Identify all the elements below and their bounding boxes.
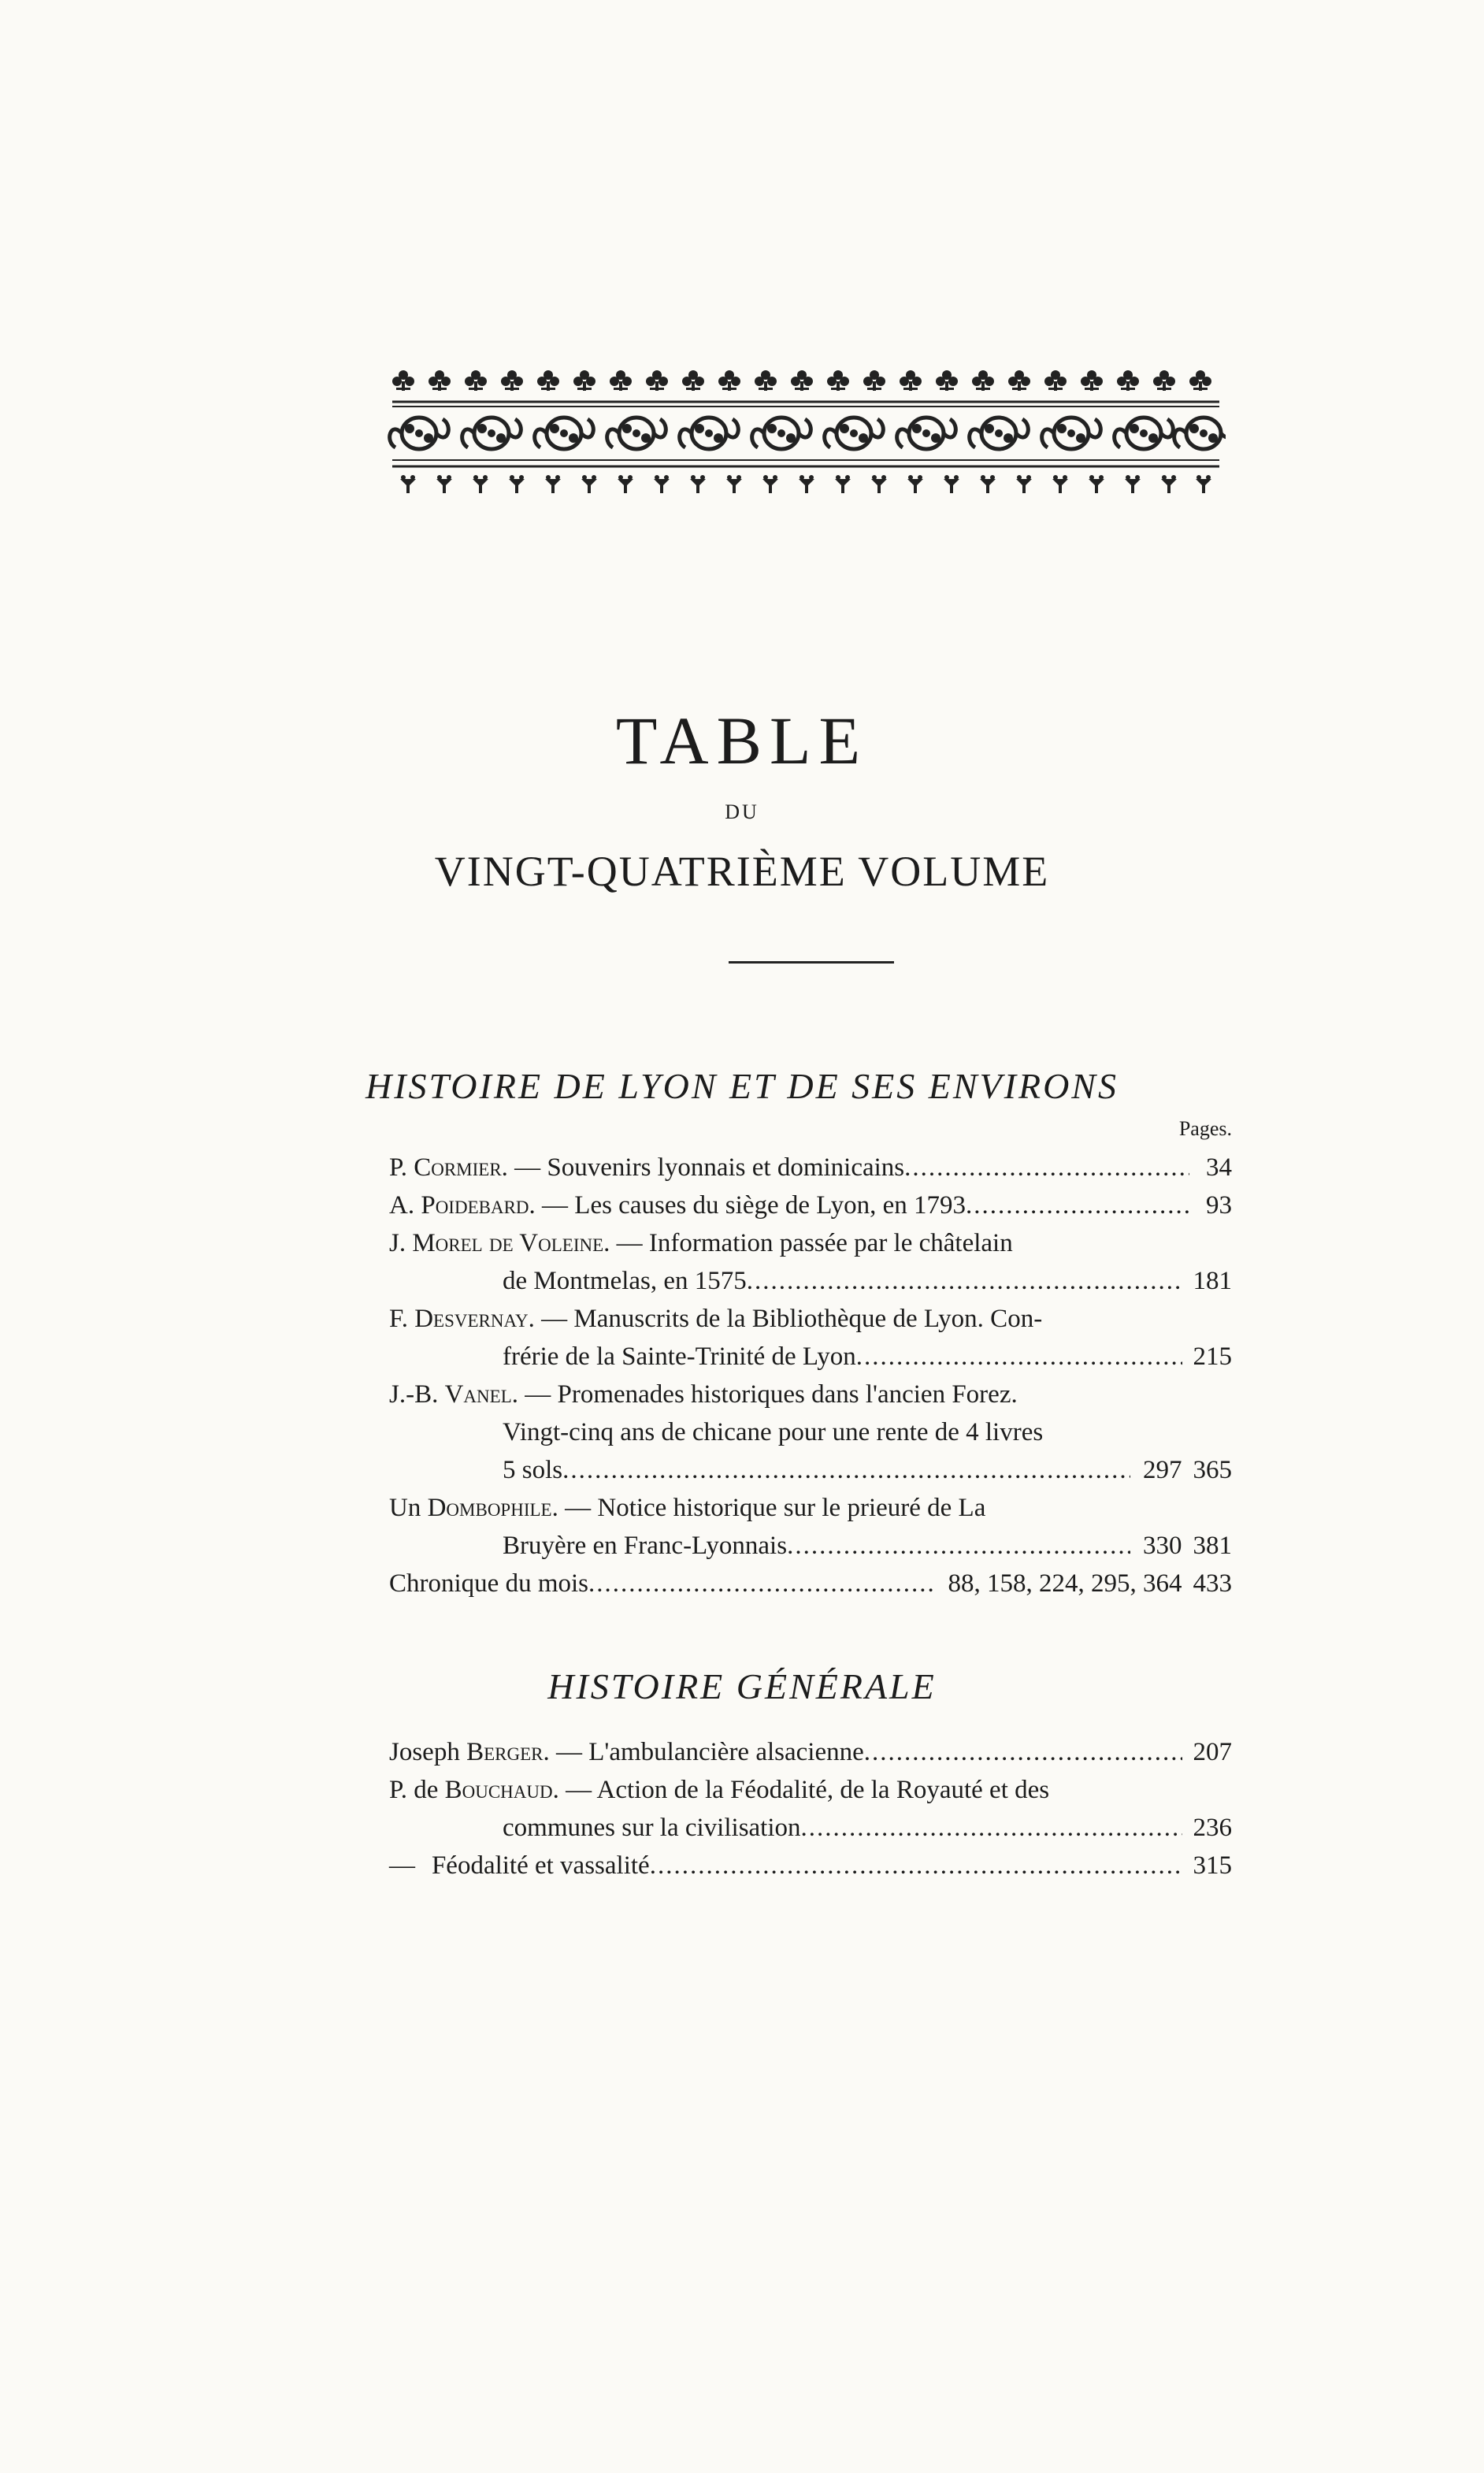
page-number: 236	[1193, 1814, 1232, 1842]
extra-page-number: 297	[1143, 1456, 1182, 1484]
page-number: 181	[1193, 1267, 1232, 1295]
page-subtitle: VINGT-QUATRIÈME VOLUME	[434, 848, 1050, 895]
entry-text: P. Cormier. — Souvenirs lyonnais et dominicains	[389, 1153, 905, 1182]
entry-text-continued: Vingt-cinq ans de chicane pour une rente de 4 livres	[503, 1418, 1044, 1446]
entry-text: J.-B. Vanel. — Promenades historiques dans l'ancien Forez.	[389, 1380, 1018, 1409]
section-heading-generale: HISTOIRE GÉNÉRALE	[547, 1666, 937, 1706]
section-heading-lyon: HISTOIRE DE LYON ET DE SES ENVIRONS	[365, 1066, 1119, 1106]
page-number: 365	[1193, 1456, 1232, 1484]
toc-entry	[389, 1847, 1232, 1884]
entry-text-continued: de Montmelas, en 1575	[503, 1267, 747, 1295]
page-number: 215	[1193, 1342, 1232, 1371]
entry-text: P. de Bouchaud. — Action de la Féodalité, de la Royauté et des	[389, 1776, 1050, 1804]
decorative-border-ornament	[384, 362, 1226, 504]
page-number: 34	[1206, 1153, 1232, 1182]
ditto-dash: —	[389, 1851, 415, 1880]
entry-text: Féodalité et vassalité	[431, 1851, 650, 1880]
page-number: 381	[1193, 1532, 1232, 1560]
entry-text-continued: Bruyère en Franc-Lyonnais	[503, 1532, 788, 1560]
toc-entry	[389, 1489, 1232, 1565]
page-number: 315	[1193, 1851, 1232, 1880]
entry-text-continued: communes sur la civilisation	[503, 1814, 801, 1842]
page-number: 433	[1193, 1569, 1232, 1598]
page-number: 93	[1206, 1191, 1232, 1220]
toc-entry	[389, 1224, 1232, 1300]
title-connector: DU	[725, 800, 759, 823]
entry-text: Chronique du mois	[389, 1569, 588, 1598]
extra-page-numbers: 88, 158, 224, 295, 364	[948, 1569, 1182, 1598]
toc-entry	[389, 1186, 1232, 1224]
toc-entry	[389, 1771, 1232, 1847]
toc-section-generale	[389, 1733, 1232, 1884]
toc-entry	[389, 1300, 1232, 1376]
toc-entry	[389, 1149, 1232, 1186]
entry-text: A. Poidebard. — Les causes du siège de Lyon, en 1793	[389, 1191, 966, 1220]
page-number: 207	[1193, 1738, 1232, 1766]
entry-text: Un Dombophile. — Notice historique sur le prieuré de La	[389, 1494, 986, 1522]
toc-section-lyon	[389, 1149, 1232, 1602]
entry-text: Joseph Berger. — L'ambulancière alsacienne	[389, 1738, 864, 1766]
entry-text-continued: frérie de la Sainte-Trinité de Lyon	[503, 1342, 856, 1371]
entry-text: F. Desvernay. — Manuscrits de la Bibliothèque de Lyon. Con-	[389, 1305, 1043, 1333]
toc-entry	[389, 1733, 1232, 1771]
toc-entry	[389, 1376, 1232, 1489]
pages-column-label: Pages.	[1178, 1117, 1232, 1140]
entry-text-continued: 5 sols	[503, 1456, 563, 1484]
entry-text: J. Morel de Voleine. — Information passée par le châtelain	[389, 1229, 1013, 1257]
title-divider	[729, 961, 894, 964]
page-title: TABLE	[615, 703, 869, 778]
extra-page-number: 330	[1143, 1532, 1182, 1560]
toc-entry	[389, 1565, 1232, 1602]
